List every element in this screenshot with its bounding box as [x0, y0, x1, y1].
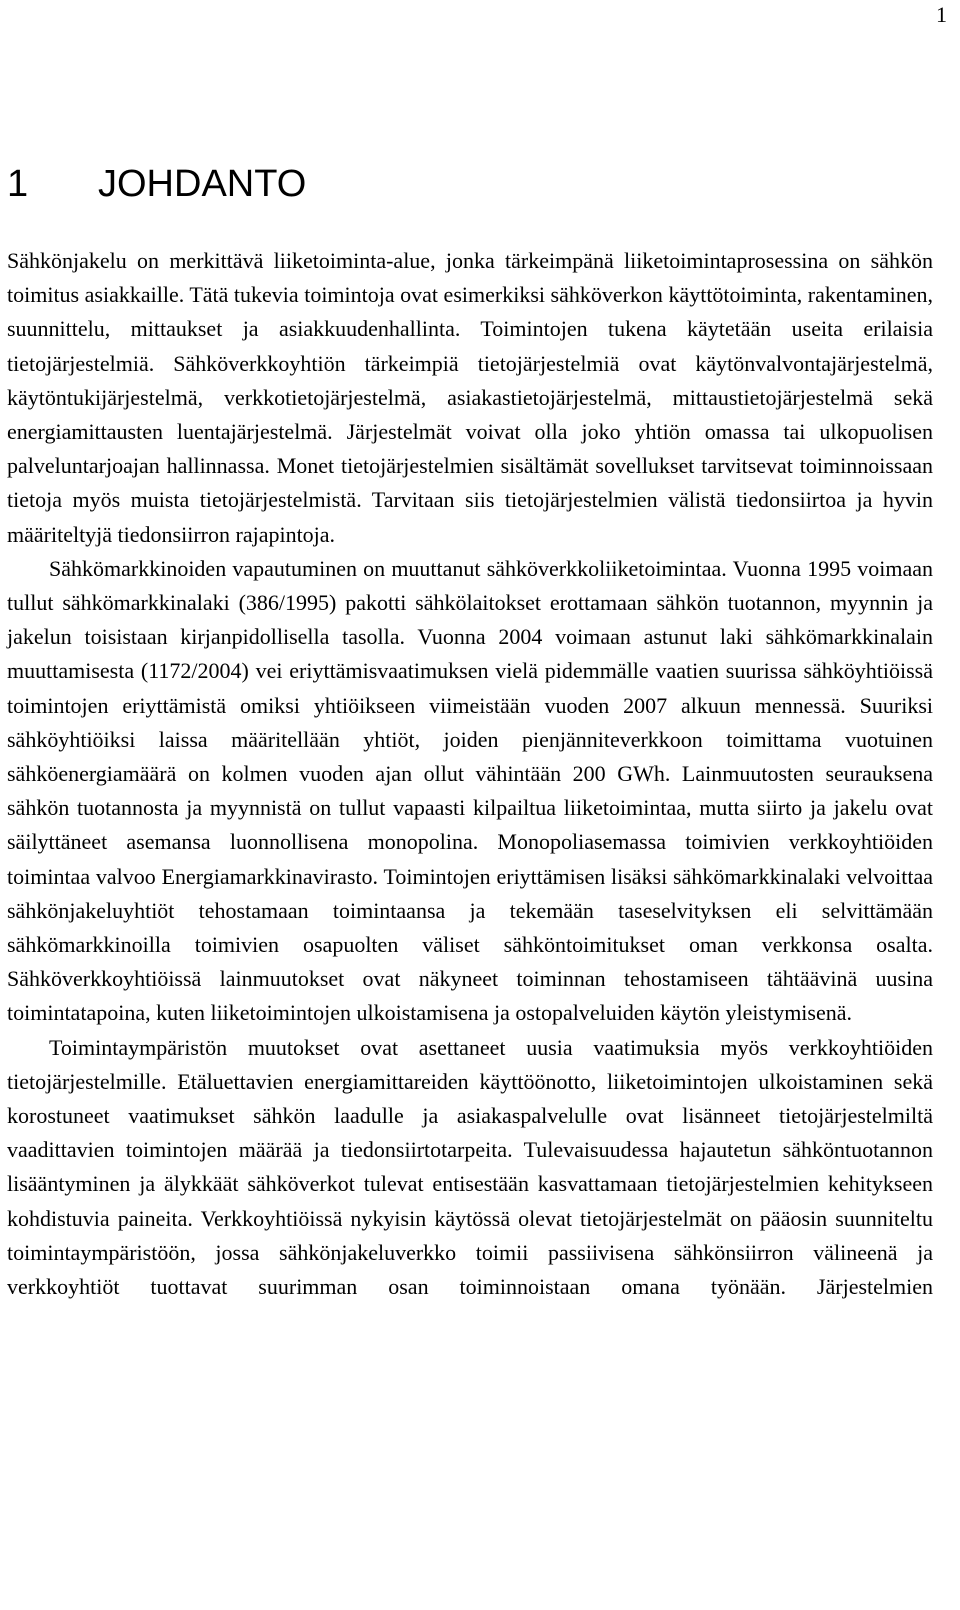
paragraph-operating-environment: Toimintaympäristön muutokset ovat asettaneet uusia vaatimuksia myös verkkoyhtiöiden tietojärjestelmille. Etäluettavien energiamittareiden käyttöönotto, liiketoimintojen ulkoistaminen sekä korostuneet vaatimukset sähkön laadulle ja asiakaspalvelulle ovat lisänneet tietojärjestelmiltä vaadittavien toimintojen määrää ja tiedonsiirtotarpeita. Tulevaisuudessa hajautetun sähköntuotannon lisääntyminen ja älykkäät sähköverkot tulevat entisestään kasvattamaan tietojärjestelmien kehitykseen kohdistuvia paineita. Verkkoyhtiöissä nykyisin käytössä olevat tietojärjestelmät on pääosin suunniteltu toimintaympäristöön, jossa sähkönjakeluverkko toimii passiivisena sähkönsiirron välineenä ja verkkoyhtiöt tuottavat suurimman osan toiminnoistaan omana työnään. Järjestelmien: [7, 1034, 933, 1300]
body-text: [7, 244, 933, 1304]
chapter-heading: [7, 165, 306, 203]
paragraph-market-deregulation: Sähkömarkkinoiden vapautuminen on muuttanut sähköverkkoliiketoimintaa. Vuonna 1995 voimaan tullut sähkömarkkinalaki (386/1995) pakotti sähkölaitokset erottamaan sähkön tuotannon, myynnin ja jakelun toisistaan kirjanpidollisella tasolla. Vuonna 2004 voimaan astunut laki sähkömarkkinalain muuttamisesta (1172/2004) vei eriyttämisvaatimuksen vielä pidemmälle vaatien suurissa sähköyhtiöissä toimintojen eriyttämistä omiksi yhtiöikseen viimeistään vuoden 2007 alkuun mennessä. Suuriksi sähköyhtiöiksi laissa määritellään yhtiöt, joiden pienjänniteverkkoon toimittama vuotuinen sähköenergiamäärä on kolmen vuoden ajan ollut vähintään 200 GWh. Lainmuutosten seurauksena sähkön tuotannosta ja myynnistä on tullut vapaasti kilpailtua liiketoimintaa, mutta siirto ja jakelu ovat säilyttäneet asemansa luonnollisena monopolina. Monopoliasemassa toimivien verkkoyhtiöiden toimintaa valvoo Energiamarkkinavirasto. Toimintojen eriyttämisen lisäksi sähkömarkkinalaki velvoittaa sähkönjakeluyhtiöt tehostamaan toimintaansa ja tekemään taseselvityksen eli selvittämään sähkömarkkinoilla toimivien osapuolten väliset sähköntoimitukset oman verkkonsa osalta. Sähköverkkoyhtiöissä lainmuutokset ovat näkyneet toiminnan tehostamiseen tähtäävinä uusina toimintatapoina, kuten liiketoimintojen ulkoistamisena ja ostopalveluiden käytön yleistymisenä.: [7, 555, 933, 1026]
page-number: 1: [936, 2, 947, 27]
chapter-number: 1: [7, 163, 29, 205]
chapter-title: JOHDANTO: [98, 163, 307, 205]
paragraph-intro: Sähkönjakelu on merkittävä liiketoiminta-alue, jonka tärkeimpänä liiketoimintaprosessina on sähkön toimitus asiakkaille. Tätä tukevia toimintoja ovat esimerkiksi sähköverkon käyttötoiminta, rakentaminen, suunnittelu, mittaukset ja asiakkuudenhallinta. Toimintojen tukena käytetään useita erilaisia tietojärjestelmiä. Sähköverkkoyhtiön tärkeimpiä tietojärjestelmiä ovat käytönvalvontajärjestelmä, käytöntukijärjestelmä, verkkotietojärjestelmä, asiakastietojärjestelmä, mittaustietojärjestelmä sekä energiamittausten luentajärjestelmä. Järjestelmät voivat olla joko yhtiön omassa tai ulkopuolisen palveluntarjoajan hallinnassa. Monet tietojärjestelmien sisältämät sovellukset tarvitsevat toiminnoissaan tietoja myös muista tietojärjestelmistä. Tarvitaan siis tietojärjestelmien välistä tiedonsiirtoa ja hyvin määriteltyjä tiedonsiirron rajapintoja.: [7, 248, 933, 547]
